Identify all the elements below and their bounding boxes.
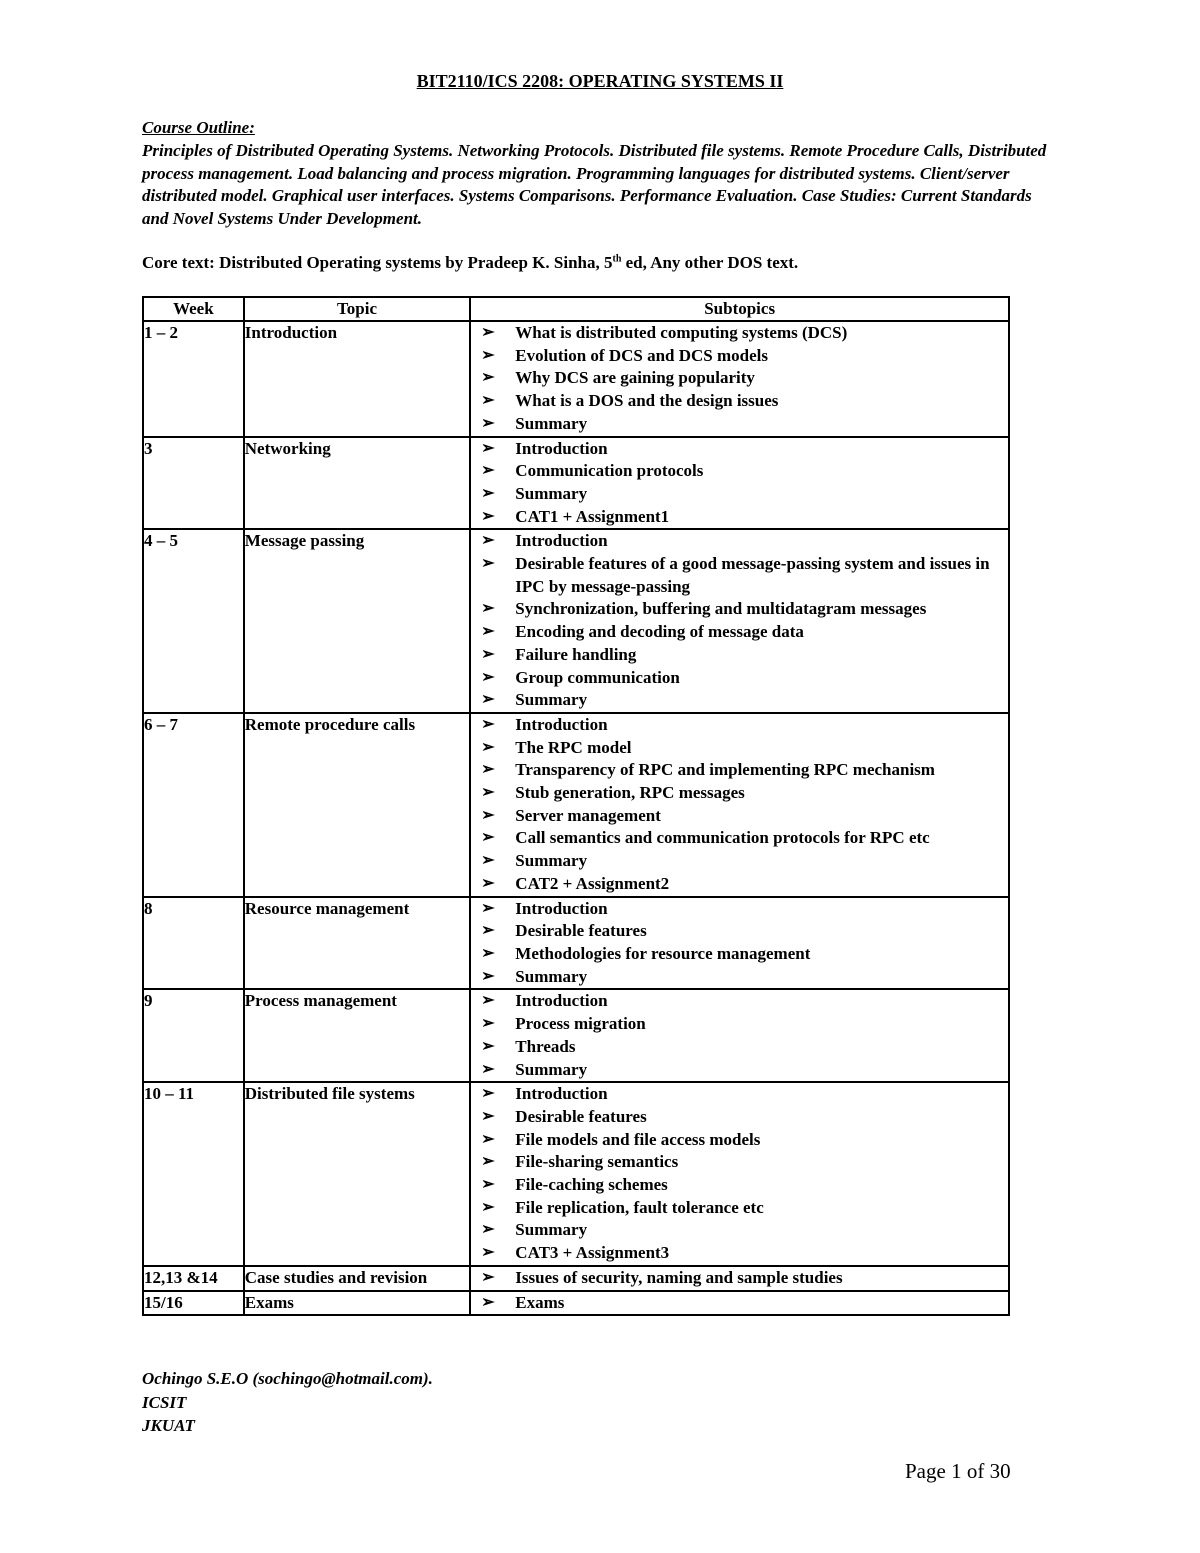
subtopic-text: File-sharing semantics xyxy=(515,1152,679,1172)
table-row xyxy=(143,437,1009,530)
subtopic-item xyxy=(471,1292,1008,1315)
subtopic-text: Introduction xyxy=(515,438,608,458)
subtopic-item xyxy=(471,553,1008,598)
arrowhead-bullet-icon: ➢ xyxy=(481,899,495,917)
subtopic-item xyxy=(471,1174,1008,1197)
arrowhead-bullet-icon: ➢ xyxy=(481,668,495,686)
subtopic-list xyxy=(471,1292,1008,1315)
week-cell: 8 xyxy=(143,897,244,990)
course-outline-heading: Course Outline: xyxy=(142,118,255,137)
arrowhead-bullet-icon: ➢ xyxy=(481,600,495,618)
subtopic-text: Summary xyxy=(515,966,588,986)
arrowhead-bullet-icon: ➢ xyxy=(481,392,495,410)
subtopic-item xyxy=(471,1151,1008,1174)
subtopic-item xyxy=(471,667,1008,690)
page-number: Page 1 of 30 xyxy=(905,1459,1011,1483)
subtopic-item xyxy=(471,689,1008,712)
table-row xyxy=(143,1082,1009,1266)
arrowhead-bullet-icon: ➢ xyxy=(481,806,495,824)
arrowhead-bullet-icon: ➢ xyxy=(481,784,495,802)
week-cell: 12,13 &14 xyxy=(143,1266,244,1291)
subtopic-text: Evolution of DCS and DCS models xyxy=(515,345,768,365)
arrowhead-bullet-icon: ➢ xyxy=(481,874,495,892)
arrowhead-bullet-icon: ➢ xyxy=(481,1085,495,1103)
subtopic-item xyxy=(471,644,1008,667)
table-row xyxy=(143,897,1009,990)
header-week: Week xyxy=(143,297,244,321)
subtopic-text: Methodologies for resource management xyxy=(515,943,811,963)
arrowhead-bullet-icon: ➢ xyxy=(481,922,495,940)
course-outline-text: Principles of Distributed Operating Systems. Networking Protocols. Distributed file systems. Remote Procedure Calls, Distributed process management. Load balancing and process migration. Programming languages for distributed systems. Client/server distributed model. Graphical user interfaces. Systems Comparisons. Performance Evaluation. Case Studies: Current Standards and Novel Systems Under Development. xyxy=(142,141,1047,229)
header-topic: Topic xyxy=(244,297,471,321)
subtopic-text: Transparency of RPC and implementing RPC mechanism xyxy=(515,760,935,780)
subtopic-item xyxy=(471,598,1008,621)
week-cell: 4 – 5 xyxy=(143,529,244,713)
author-line: Ochingo S.E.O (sochingo@hotmail.com). xyxy=(142,1369,433,1388)
subtopic-text: The RPC model xyxy=(515,737,632,757)
arrowhead-bullet-icon: ➢ xyxy=(481,1268,495,1286)
subtopic-list xyxy=(471,1083,1008,1265)
arrowhead-bullet-icon: ➢ xyxy=(481,1060,495,1078)
table-row xyxy=(143,529,1009,713)
table-row xyxy=(143,321,1009,437)
arrowhead-bullet-icon: ➢ xyxy=(481,1107,495,1125)
subtopics-cell xyxy=(470,1082,1009,1266)
arrowhead-bullet-icon: ➢ xyxy=(481,532,495,550)
subtopic-text: What is distributed computing systems (DCS) xyxy=(515,323,848,342)
subtopic-item xyxy=(471,460,1008,483)
subtopic-item xyxy=(471,322,1008,345)
subtopic-text: Desirable features xyxy=(515,1106,647,1126)
subtopic-list xyxy=(471,530,1008,712)
subtopic-text: Summary xyxy=(515,413,588,433)
department-line: ICSIT xyxy=(142,1392,187,1412)
subtopic-item xyxy=(471,782,1008,805)
subtopic-text: CAT2 + Assignment2 xyxy=(515,873,670,893)
subtopic-text: Introduction xyxy=(515,714,608,734)
subtopic-item xyxy=(471,1036,1008,1059)
subtopic-text: Introduction xyxy=(515,898,608,918)
subtopic-text: Summary xyxy=(515,690,588,710)
arrowhead-bullet-icon: ➢ xyxy=(481,691,495,709)
subtopic-item xyxy=(471,621,1008,644)
subtopic-text: Issues of security, naming and sample studies xyxy=(515,1267,843,1287)
arrowhead-bullet-icon: ➢ xyxy=(481,1037,495,1055)
course-schedule-table xyxy=(142,296,1010,1316)
subtopic-item xyxy=(471,367,1008,390)
subtopic-item xyxy=(471,737,1008,760)
subtopic-item xyxy=(471,759,1008,782)
table-header-row xyxy=(143,297,1009,321)
table-row xyxy=(143,713,1009,897)
arrowhead-bullet-icon: ➢ xyxy=(481,1153,495,1171)
subtopic-item xyxy=(471,1219,1008,1242)
subtopic-text: Call semantics and communication protocols for RPC etc xyxy=(515,828,930,848)
subtopics-cell xyxy=(470,713,1009,897)
arrowhead-bullet-icon: ➢ xyxy=(481,324,495,341)
topic-cell: Case studies and revision xyxy=(244,1266,471,1291)
subtopic-text: Server management xyxy=(515,805,661,825)
subtopic-item xyxy=(471,530,1008,553)
subtopic-item xyxy=(471,1013,1008,1036)
arrowhead-bullet-icon: ➢ xyxy=(481,1198,495,1216)
arrowhead-bullet-icon: ➢ xyxy=(481,761,495,779)
core-text-rest: ed, Any other DOS text. xyxy=(621,253,799,272)
subtopic-item xyxy=(471,1083,1008,1106)
topic-cell: Process management xyxy=(244,989,471,1082)
subtopic-text: File models and file access models xyxy=(515,1129,761,1149)
subtopic-text: File replication, fault tolerance etc xyxy=(515,1197,764,1217)
subtopic-text: Summary xyxy=(515,1059,588,1079)
header-subtopics: Subtopics xyxy=(470,297,1009,321)
arrowhead-bullet-icon: ➢ xyxy=(481,944,495,962)
subtopic-item xyxy=(471,1059,1008,1082)
author-footer xyxy=(142,1367,433,1438)
table-row xyxy=(143,989,1009,1082)
subtopic-item xyxy=(471,1197,1008,1220)
week-cell: 15/16 xyxy=(143,1291,244,1316)
subtopic-item xyxy=(471,1106,1008,1129)
subtopic-item xyxy=(471,920,1008,943)
arrowhead-bullet-icon: ➢ xyxy=(481,462,495,480)
subtopic-list xyxy=(471,714,1008,896)
subtopic-item xyxy=(471,345,1008,368)
table-body xyxy=(143,321,1009,1315)
subtopic-list xyxy=(471,990,1008,1081)
week-cell: 3 xyxy=(143,437,244,530)
subtopic-item xyxy=(471,390,1008,413)
subtopic-text: What is a DOS and the design issues xyxy=(515,391,779,411)
subtopic-item xyxy=(471,1242,1008,1265)
subtopic-item xyxy=(471,898,1008,921)
subtopic-item xyxy=(471,506,1008,529)
subtopic-text: Desirable features of a good message-passing system and issues in IPC by message-passing xyxy=(515,554,990,596)
subtopics-cell xyxy=(470,897,1009,990)
subtopics-cell xyxy=(470,1291,1009,1316)
arrowhead-bullet-icon: ➢ xyxy=(481,967,495,985)
university-line: JKUAT xyxy=(142,1416,195,1435)
subtopic-text: CAT1 + Assignment1 xyxy=(515,506,670,526)
arrowhead-bullet-icon: ➢ xyxy=(481,623,495,641)
subtopics-cell xyxy=(470,437,1009,530)
subtopics-cell xyxy=(470,529,1009,713)
subtopic-text: Desirable features xyxy=(515,921,647,941)
topic-cell: Networking xyxy=(244,437,471,530)
week-cell: 10 – 11 xyxy=(143,1082,244,1266)
arrowhead-bullet-icon: ➢ xyxy=(481,992,495,1010)
subtopic-list xyxy=(471,1267,1008,1290)
arrowhead-bullet-icon: ➢ xyxy=(481,645,495,663)
arrowhead-bullet-icon: ➢ xyxy=(481,1130,495,1148)
arrowhead-bullet-icon: ➢ xyxy=(481,1293,495,1311)
arrowhead-bullet-icon: ➢ xyxy=(481,1176,495,1194)
arrowhead-bullet-icon: ➢ xyxy=(481,852,495,870)
subtopic-text: Encoding and decoding of message data xyxy=(515,622,804,642)
subtopic-item xyxy=(471,1129,1008,1152)
topic-cell: Resource management xyxy=(244,897,471,990)
topic-cell: Introduction xyxy=(244,321,471,437)
topic-cell: Distributed file systems xyxy=(244,1082,471,1266)
arrowhead-bullet-icon: ➢ xyxy=(481,715,495,733)
arrowhead-bullet-icon: ➢ xyxy=(481,555,495,573)
subtopic-text: File-caching schemes xyxy=(515,1175,668,1195)
subtopics-cell xyxy=(470,321,1009,437)
arrowhead-bullet-icon: ➢ xyxy=(481,738,495,756)
arrowhead-bullet-icon: ➢ xyxy=(481,369,495,387)
document-title: BIT2110/ICS 2208: OPERATING SYSTEMS II xyxy=(416,71,784,91)
subtopic-item xyxy=(471,413,1008,436)
subtopic-text: Failure handling xyxy=(515,644,637,664)
subtopic-item xyxy=(471,873,1008,896)
subtopic-text: Introduction xyxy=(515,991,608,1011)
subtopic-item xyxy=(471,827,1008,850)
subtopic-text: CAT3 + Assignment3 xyxy=(515,1243,670,1263)
arrowhead-bullet-icon: ➢ xyxy=(481,1221,495,1239)
arrowhead-bullet-icon: ➢ xyxy=(481,484,495,502)
core-text-main: Core text: Distributed Operating systems by Pradeep K. Sinha, 5 xyxy=(142,253,613,272)
subtopic-text: Introduction xyxy=(515,1084,608,1104)
subtopic-text: Stub generation, RPC messages xyxy=(515,783,745,803)
subtopic-item xyxy=(471,483,1008,506)
subtopic-item xyxy=(471,943,1008,966)
subtopics-cell xyxy=(470,989,1009,1082)
subtopic-text: Process migration xyxy=(515,1014,646,1034)
subtopic-text: Group communication xyxy=(515,667,680,687)
subtopic-text: Summary xyxy=(515,1220,588,1240)
week-cell: 6 – 7 xyxy=(143,713,244,897)
subtopic-text: Communication protocols xyxy=(515,461,704,481)
subtopic-item xyxy=(471,714,1008,737)
subtopic-item xyxy=(471,850,1008,873)
arrowhead-bullet-icon: ➢ xyxy=(481,829,495,847)
subtopic-text: Why DCS are gaining popularity xyxy=(515,368,755,388)
arrowhead-bullet-icon: ➢ xyxy=(481,439,495,457)
subtopic-item xyxy=(471,1267,1008,1290)
core-text xyxy=(142,253,798,273)
table-row xyxy=(143,1266,1009,1291)
subtopic-list xyxy=(471,438,1008,529)
subtopic-text: Summary xyxy=(515,483,588,503)
subtopic-text: Threads xyxy=(515,1036,576,1056)
arrowhead-bullet-icon: ➢ xyxy=(481,1015,495,1033)
arrowhead-bullet-icon: ➢ xyxy=(481,507,495,525)
topic-cell: Message passing xyxy=(244,529,471,713)
subtopic-item xyxy=(471,438,1008,461)
subtopic-item xyxy=(471,966,1008,989)
topic-cell: Exams xyxy=(244,1291,471,1316)
core-text-superscript: th xyxy=(612,253,622,265)
subtopic-text: Introduction xyxy=(515,531,608,551)
topic-cell: Remote procedure calls xyxy=(244,713,471,897)
table-row xyxy=(143,1291,1009,1316)
week-cell: 9 xyxy=(143,989,244,1082)
subtopic-item xyxy=(471,805,1008,828)
subtopics-cell xyxy=(470,1266,1009,1291)
arrowhead-bullet-icon: ➢ xyxy=(481,414,495,432)
subtopic-list xyxy=(471,898,1008,989)
week-cell: 1 – 2 xyxy=(143,321,244,437)
subtopic-text: Exams xyxy=(515,1292,565,1312)
subtopic-text: Synchronization, buffering and multidatagram messages xyxy=(515,599,927,619)
subtopic-item xyxy=(471,990,1008,1013)
arrowhead-bullet-icon: ➢ xyxy=(481,1244,495,1262)
arrowhead-bullet-icon: ➢ xyxy=(481,346,495,364)
subtopic-list xyxy=(471,322,1008,436)
subtopic-text: Summary xyxy=(515,851,588,871)
